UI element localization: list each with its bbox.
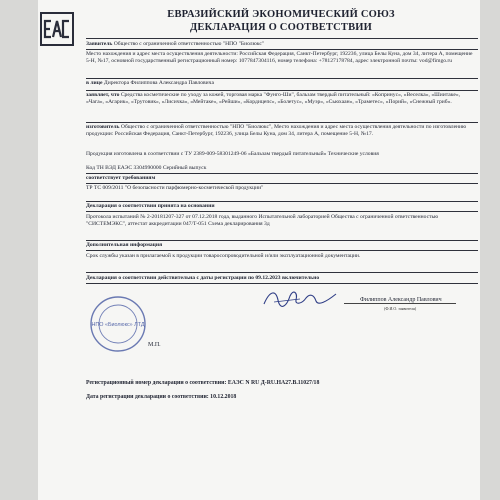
divider [86,211,478,212]
divider [86,283,478,284]
declares-text: Средства косметические по уходу за кожей, торговая марка "Фунго-Ши", бальзам твердый питательный: «Копринус», «Веселка», «Шиитаке», «Чага», «Агарик», «Трутовик», «Лисичка», «Мейтаке», «Рейши», «Кордицепс», «Болетус», «Муэр», «Сьюхаан», «Траметес», «Порий», «Снежный гриб». [86,92,461,105]
applicant-block [86,41,478,48]
registration-number: ЕАЭС N RU Д-RU.НА27.В.11027/18 [227,380,320,386]
stamp-text: НПО «Биолюкс» ЛТД [91,322,145,328]
seal-place-mark: М.П. [148,342,161,348]
basis-label: Декларация о соответствии принята на основании [86,203,215,209]
divider [86,173,478,174]
requirements-label: соответствует требованиям [86,175,156,181]
applicant-label: Заявитель [86,41,113,47]
signature-line [344,303,456,304]
registration-date-row [86,394,478,401]
requirements-text: ТР ТС 009/2011 "О безопасности парфюмерно-косметической продукции" [86,185,264,191]
registration-number-label: Регистрационный номер декларации о соответствии: [86,380,227,386]
divider [86,38,478,39]
header-line-2: ДЕКЛАРАЦИЯ О СООТВЕТСТВИИ [189,22,373,33]
applicant-address: Место нахождения и адрес места осуществления деятельности: Российская Федерация, Санкт-Петербург, 192236, улица Белы Куна, дом 34, литера А, помещение 5-Н, №17, основной государственный регистрационный номер: 1077847304116, номер телефона: +78127178784, адрес электронной почты: vod@fimgo.ru [86,51,473,64]
company-stamp [88,294,148,354]
tnved-code: Код ТН ВЭД ЕАЭС 3304990000 Серийный выпуск [86,165,207,171]
representative-text: Директора Филиппова Александра Павловича [103,80,214,86]
registration-date-label: Дата регистрации декларации о соответствии: [86,394,209,400]
additional-label: Дополнительная информация [86,242,163,248]
divider [86,250,478,251]
divider [86,122,478,123]
divider [86,183,478,184]
manufacturer-text: Общество с ограниченной ответственностью "НПО "Биолюкс", Место нахождения и адрес места осуществления деятельности по изготовлению продукции: Российская Федерация, Санкт-Петербург, 192236, улица Белы Куна, дом 34, литера А, помещение 5-Н, №17. [86,124,467,137]
manufacturer-label: изготовитель [86,124,120,130]
eac-logo [40,12,74,46]
divider [86,78,478,79]
divider [86,49,478,50]
declares-block [86,92,478,106]
divider [86,201,478,202]
handwritten-signature [260,286,340,312]
signatory-caption: (Ф.И.О. заявителя) [384,306,417,311]
validity-text: Декларация о соответствии действительна с даты регистрации по 09.12.2023 включительно [86,275,320,281]
divider [86,90,478,91]
representative-label: в лице [86,80,103,86]
divider [86,272,478,273]
registration-number-row [86,380,478,387]
header-line-1: ЕВРАЗИЙСКИЙ ЭКОНОМИЧЕСКИЙ СОЮЗ [167,9,395,20]
document-header [88,8,474,34]
manufacturer-block [86,124,478,138]
signatory-name: Филиппов Александр Павлович [360,297,442,303]
divider [86,240,478,241]
additional-text: Срок службы указан в прилагаемой к продукции товаросопроводительной и/или эксплуатационной документации. [86,253,361,259]
applicant-text: Общество с ограниченной ответственностью "НПО "Биолюкс" [113,41,265,47]
basis-text: Протокола испытаний № 2-20181207-327 от 07.12.2018 года, выданного Испытательной лабораторией Общества с ограниченной ответственностью "СИСТЕМЭКС", аттестат аккредитации 047/Т-051 Схема декларирования 3д [86,214,439,227]
registration-date: 10.12.2018 [210,394,237,400]
production-text: Продукция изготовлена в соответствии с ТУ 2389-009-58301249-06 «Бальзам твердый питательный» Технические условия [86,151,379,157]
declares-label: заявляет, что [86,92,120,98]
representative-block [86,80,478,87]
